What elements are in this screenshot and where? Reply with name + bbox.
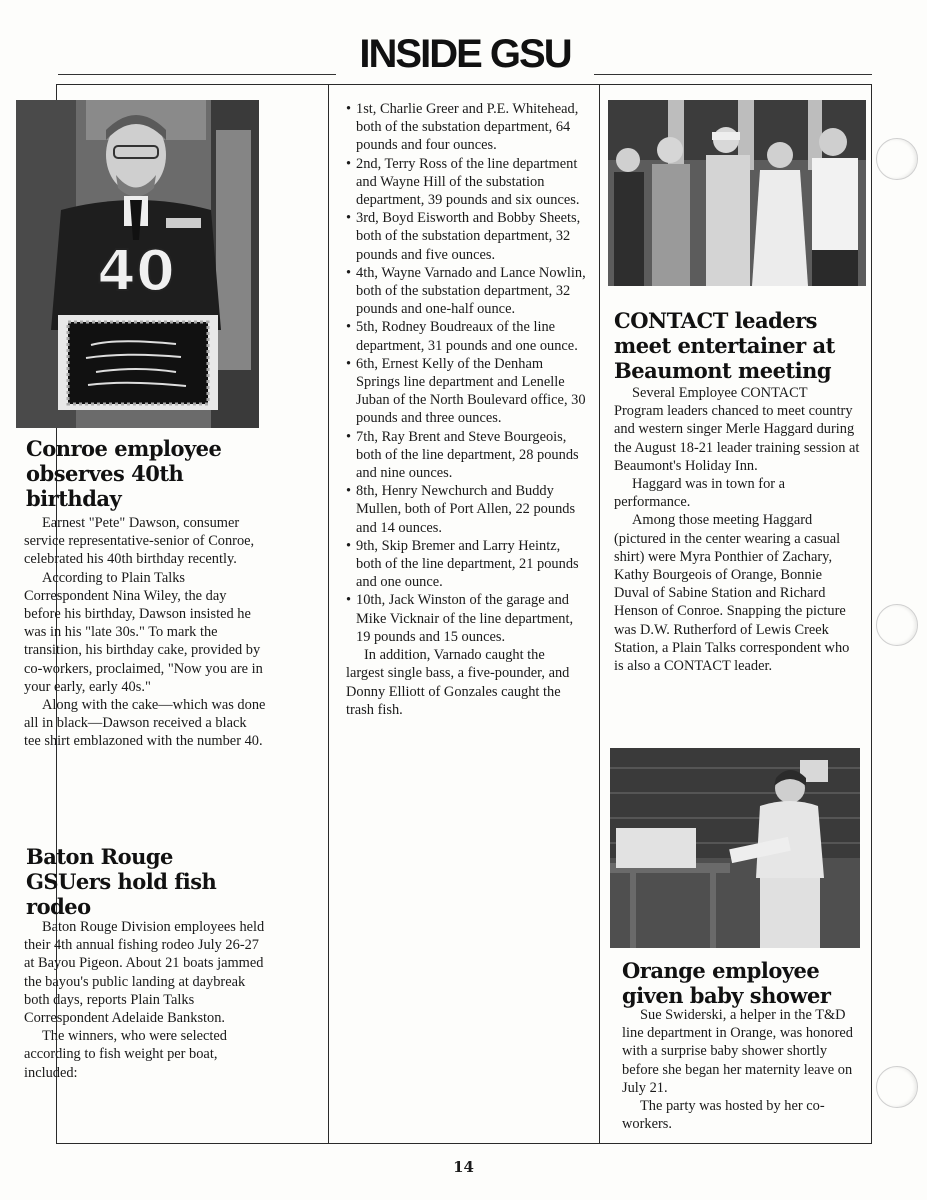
masthead-rule-right [594, 74, 872, 75]
headline-conroe-birthday: Conroe employee observes 40th birthday [26, 436, 222, 511]
article-baton-rouge-fish-rodeo [24, 918, 266, 1082]
article-paragraph: Several Employee CONTACT Program leaders chanced to meet country and western singer Merle Haggard during the August 18-21 leader training session at Beaumont's Holiday Inn. [614, 385, 860, 474]
binder-hole-icon [876, 604, 918, 646]
masthead-rule-left [58, 74, 336, 75]
winner-list-item: • 6th, Ernest Kelly of the Denham Springs line department and Lenelle Juban of the North Boulevard office, 30 pounds and three ounces. [346, 355, 586, 427]
fish-rodeo-closing-paragraph: In addition, Varnado caught the largest single bass, a five-pounder, and Donny Elliott of Gonzales caught the trash fish. [346, 647, 570, 718]
page-number: 14 [453, 1158, 474, 1176]
article-paragraph: The party was hosted by her co-workers. [622, 1098, 825, 1133]
article-paragraph: Baton Rouge Division employees held their 4th annual fishing rodeo July 26-27 at Bayou Pigeon. About 21 boats jammed the bayou's public landing at daybreak both days, reports Plain Talks Correspondent Adelaide Bankston. [24, 919, 265, 1027]
article-paragraph: Earnest "Pete" Dawson, consumer service representative-senior of Conroe, celebrated his 40th birthday recently. [24, 515, 255, 568]
column-divider-2 [599, 84, 600, 1144]
binder-hole-icon [876, 138, 918, 180]
headline-contact-leaders: CONTACT leaders meet entertainer at Beaumont meeting [614, 308, 835, 383]
article-paragraph: Sue Swiderski, a helper in the T&D line department in Orange, was honored with a surprise baby shower shortly before she began her maternity leave on July 21. [622, 1007, 853, 1096]
article-orange-baby-shower [622, 1006, 858, 1133]
winner-list-item: • 5th, Rodney Boudreaux of the line department, 31 pounds and one ounce. [346, 319, 578, 354]
article-paragraph: The winners, who were selected according to fish weight per boat, included: [24, 1028, 228, 1081]
winner-list-item: • 2nd, Terry Ross of the line department and Wayne Hill of the substation department, 39 pounds and six ounces. [346, 155, 580, 209]
binder-hole-icon [876, 1066, 918, 1108]
article-paragraph: Along with the cake—which was done all in black—Dawson received a black tee shirt emblazoned with the number 40. [24, 697, 266, 750]
photo-contact-leaders [608, 100, 866, 286]
winner-list-item: • 7th, Ray Brent and Steve Bourgeois, both of the line department, 28 pounds and nine ounces. [346, 428, 579, 482]
photo-birthday-man [16, 100, 259, 428]
masthead [0, 28, 927, 80]
article-conroe-birthday [24, 514, 266, 751]
column-divider-1 [328, 84, 329, 1144]
photo-baby-shower [610, 748, 860, 948]
winner-list-item: • 4th, Wayne Varnado and Lance Nowlin, both of the substation department, 32 pounds and one-half ounce. [346, 264, 586, 318]
article-paragraph: Among those meeting Haggard (pictured in the center wearing a casual shirt) were Myra Ponthier of Zachary, Kathy Bourgeois of Orange, Bonnie Duval of Sabine Station and Richard Henson of Conroe. Snapping the picture was D.W. Rutherford of Lewis Creek Station, a Plain Talks correspondent who is also a CONTACT leader. [614, 512, 850, 675]
fish-rodeo-winners-list [346, 100, 586, 719]
contact-leaders-photo-illustration [608, 100, 866, 286]
jersey-number: 40 [97, 239, 175, 304]
birthday-photo-illustration [16, 100, 259, 428]
winner-list-item: • 10th, Jack Winston of the garage and Mike Vicknair of the line department, 19 pounds and 15 ounces. [346, 592, 574, 645]
winner-list-item: • 3rd, Boyd Eisworth and Bobby Sheets, both of the substation department, 32 pounds and five ounces. [346, 210, 581, 263]
winner-list-item: • 8th, Henry Newchurch and Buddy Mullen, both of Port Allen, 22 pounds and 14 ounces. [346, 483, 576, 536]
article-contact-leaders [614, 384, 860, 675]
winner-list-item: • 1st, Charlie Greer and P.E. Whitehead, both of the substation department, 64 pounds and four ounces. [346, 101, 579, 154]
article-paragraph: According to Plain Talks Correspondent Nina Wiley, the day before his birthday, Dawson insisted he was in his "late 30s." To mark the transition, his birthday cake, provided by co-workers, proclaimed, "Now you are in your early, early 40s." [24, 569, 263, 695]
publication-section-title: INSIDE GSU [359, 32, 571, 76]
headline-baton-rouge-fish-rodeo: Baton Rouge GSUers hold fish rodeo [26, 844, 217, 919]
baby-shower-photo-illustration [610, 748, 860, 948]
winner-list-item: • 9th, Skip Bremer and Larry Heintz, both of the line department, 21 pounds and one ounce. [346, 537, 579, 591]
article-paragraph: Haggard was in town for a performance. [614, 476, 786, 511]
headline-orange-baby-shower: Orange employee given baby shower [622, 958, 831, 1008]
